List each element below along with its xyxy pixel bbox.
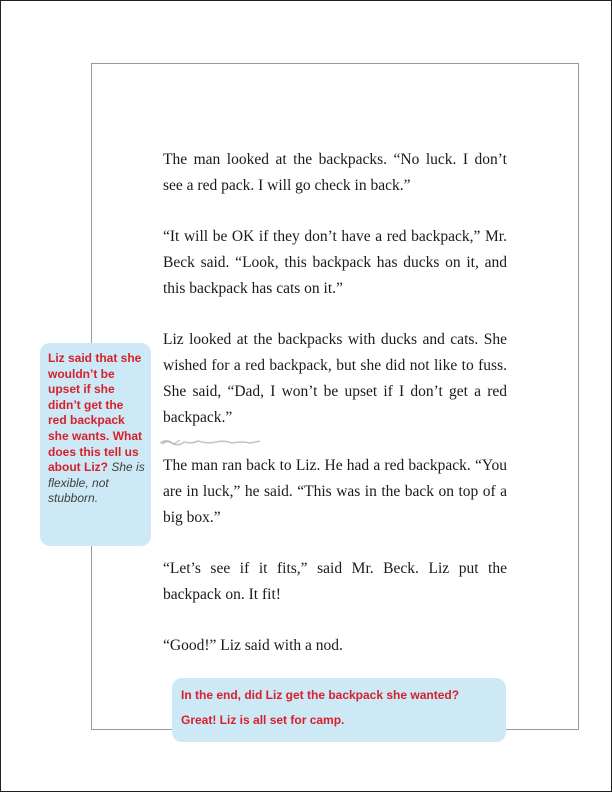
side-answer-text: She is flexible, not stubborn. (48, 460, 145, 506)
side-question-text: Liz said that she wouldn’t be upset if she didn’t get the red backpack she wants. What does this tell us about Liz? (48, 351, 143, 475)
bottom-question-text: In the end, did Liz get the backpack she wanted? (181, 688, 460, 702)
story-paragraph-1: The man looked at the backpacks. “No luck. I don’t see a red pack. I will go check in back.” (163, 151, 507, 194)
bottom-answer-text: Great! Liz is all set for camp. (181, 713, 345, 727)
story-paragraph-2: “It will be OK if they don’t have a red backpack,” Mr. Beck said. “Look, this backpack has ducks on it, and this backpack has cats on it.” (163, 228, 507, 297)
story-paragraph-6: “Good!” Liz said with a nod. (163, 637, 343, 654)
story-paragraph-5: “Let’s see if it fits,” said Mr. Beck. Liz put the backpack on. It fit! (163, 560, 507, 603)
story-paragraph-4: The man ran back to Liz. He had a red backpack. “You are in luck,” he said. “This was in the back on top of a big box.” (163, 457, 507, 526)
bottom-question-callout (172, 678, 506, 742)
story-paragraph-3: Liz looked at the backpacks with ducks and cats. She wished for a red backpack, but she did not like to fuss. She said, “Dad, I won’t be upset if I don’t get a red backpack.” (163, 331, 507, 426)
scan-smudge-mark (158, 438, 262, 446)
side-question-callout (40, 343, 151, 546)
